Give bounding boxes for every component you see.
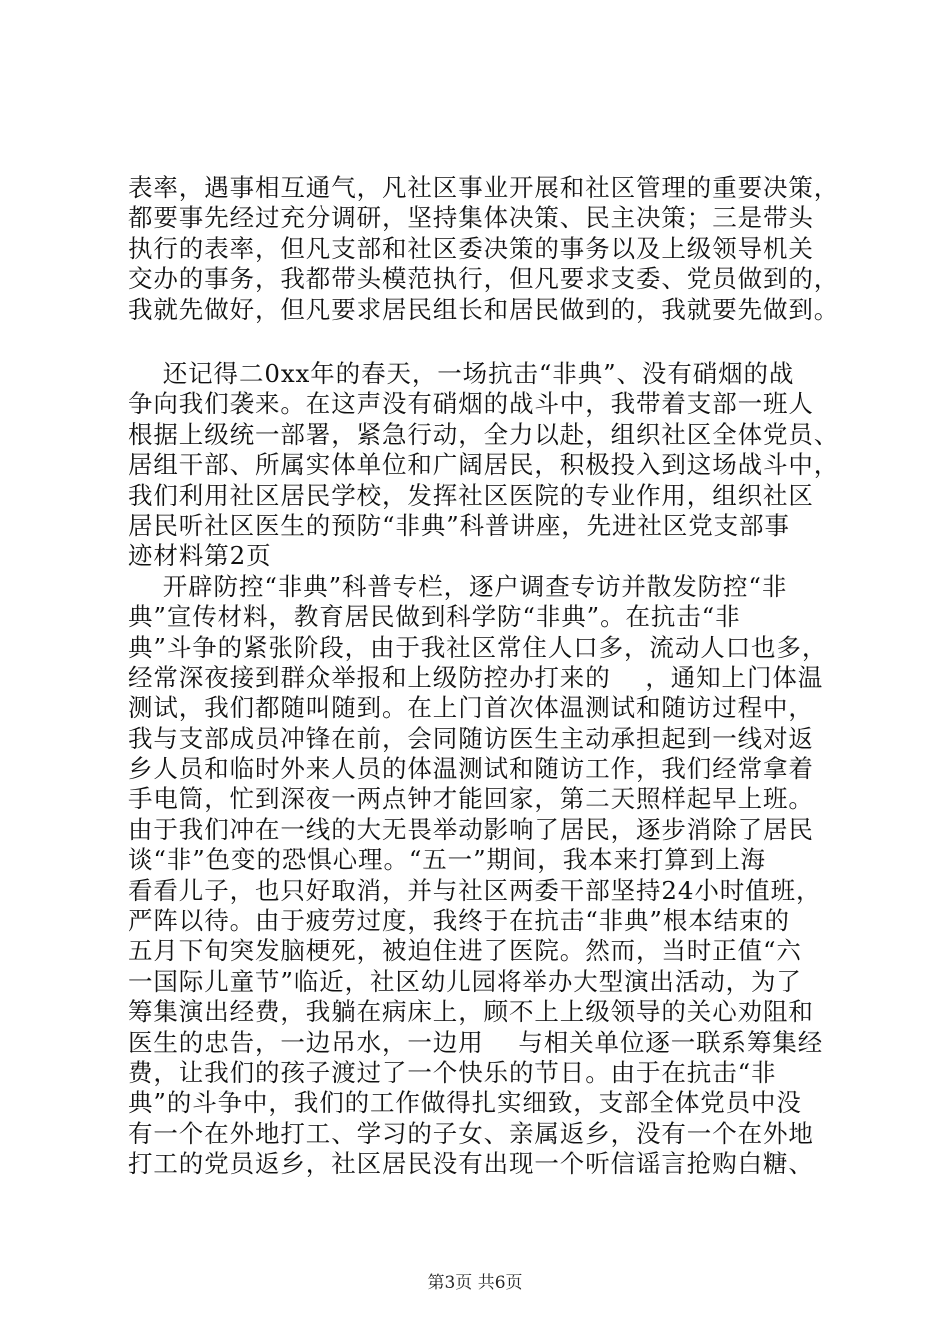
text-line: 根据上级统一部署，紧急行动，全力以赴，组织社区全体党员、	[128, 419, 840, 449]
text-line: 五月下旬突发脑梗死，被迫住进了医院。然而，当时正值“六	[128, 936, 802, 966]
text-line: 有一个在外地打工、学习的子女、亲属返乡，没有一个在外地	[128, 1118, 814, 1148]
text-line: 我就先做好，但凡要求居民组长和居民做到的，我就要先做到。	[128, 294, 840, 324]
text-line: 交办的事务，我都带头模范执行，但凡要求支委、党员做到的，	[128, 264, 840, 294]
text-line: 都要事先经过充分调研，坚持集体决策、民主决策；三是带头	[128, 203, 814, 233]
page-footer: 第3页 共6页	[427, 1273, 523, 1293]
text-line: 典”的斗争中，我们的工作做得扎实细致，支部全体党员中没	[128, 1088, 802, 1118]
paragraph-1	[128, 173, 838, 325]
text-line: 乡人员和临时外来人员的体温测试和随访工作，我们经常拿着	[128, 754, 814, 784]
text-line: 典”斗争的紧张阶段，由于我社区常住人口多，流动人口也多，	[128, 632, 828, 662]
text-line: 开辟防控“非典”科普专栏，逐户调查专访并散发防控“非	[128, 571, 788, 601]
text-line: 居组干部、所属实体单位和广阔居民，积极投入到这场战斗中，	[128, 450, 840, 480]
text-line: 打工的党员返乡，社区居民没有出现一个听信谣言抢购白糖、	[128, 1149, 814, 1179]
text-line: 手电筒，忙到深夜一两点钟才能回家，第二天照样起早上班。	[128, 784, 814, 814]
text-line: 争向我们袭来。在这声没有硝烟的战斗中，我带着支部一班人	[128, 389, 814, 419]
text-line: 一国际儿童节”临近，社区幼儿园将举办大型演出活动，为了	[128, 966, 802, 996]
text-line: 我与支部成员冲锋在前，会同随访医生主动承担起到一线对返	[128, 723, 814, 753]
text-line: 谈“非”色变的恐惧心理。“五一”期间，我本来打算到上海	[128, 845, 766, 875]
text-line: 居民听社区医生的预防“非典”科普讲座，先进社区党支部事	[128, 510, 790, 540]
paragraph-2	[128, 359, 838, 1180]
text-line: 筹集演出经费，我躺在病床上，顾不上上级领导的关心劝阻和	[128, 997, 814, 1027]
text-line: 由于我们冲在一线的大无畏举动影响了居民，逐步消除了居民	[128, 814, 814, 844]
text-line: 典”宣传材料，教育居民做到科学防“非典”。在抗击“非	[128, 602, 741, 632]
text-line: 医生的忠告，一边吊水，一边用 与相关单位逐一联系筹集经	[128, 1027, 824, 1057]
text-line: 测试，我们都随叫随到。在上门首次体温测试和随访过程中，	[128, 693, 814, 723]
text-line: 还记得二0xx年的春天，一场抗击“非典”、没有硝烟的战	[128, 359, 795, 388]
text-line: 看看儿子，也只好取消，并与社区两委干部坚持24小时值班，	[128, 875, 822, 905]
text-line: 经常深夜接到群众举报和上级防控办打来的 ，通知上门体温	[128, 662, 824, 692]
text-line: 费，让我们的孩子渡过了一个快乐的节日。由于在抗击“非	[128, 1057, 777, 1087]
text-line: 我们利用社区居民学校，发挥社区医院的专业作用，组织社区	[128, 480, 814, 510]
text-line: 迹材料第2页	[128, 541, 272, 571]
text-line: 执行的表率，但凡支部和社区委决策的事务以及上级领导机关	[128, 233, 814, 263]
text-line: 严阵以待。由于疲劳过度，我终于在抗击“非典”根本结束的	[128, 906, 790, 936]
text-line: 表率，遇事相互通气，凡社区事业开展和社区管理的重要决策，	[128, 173, 840, 202]
